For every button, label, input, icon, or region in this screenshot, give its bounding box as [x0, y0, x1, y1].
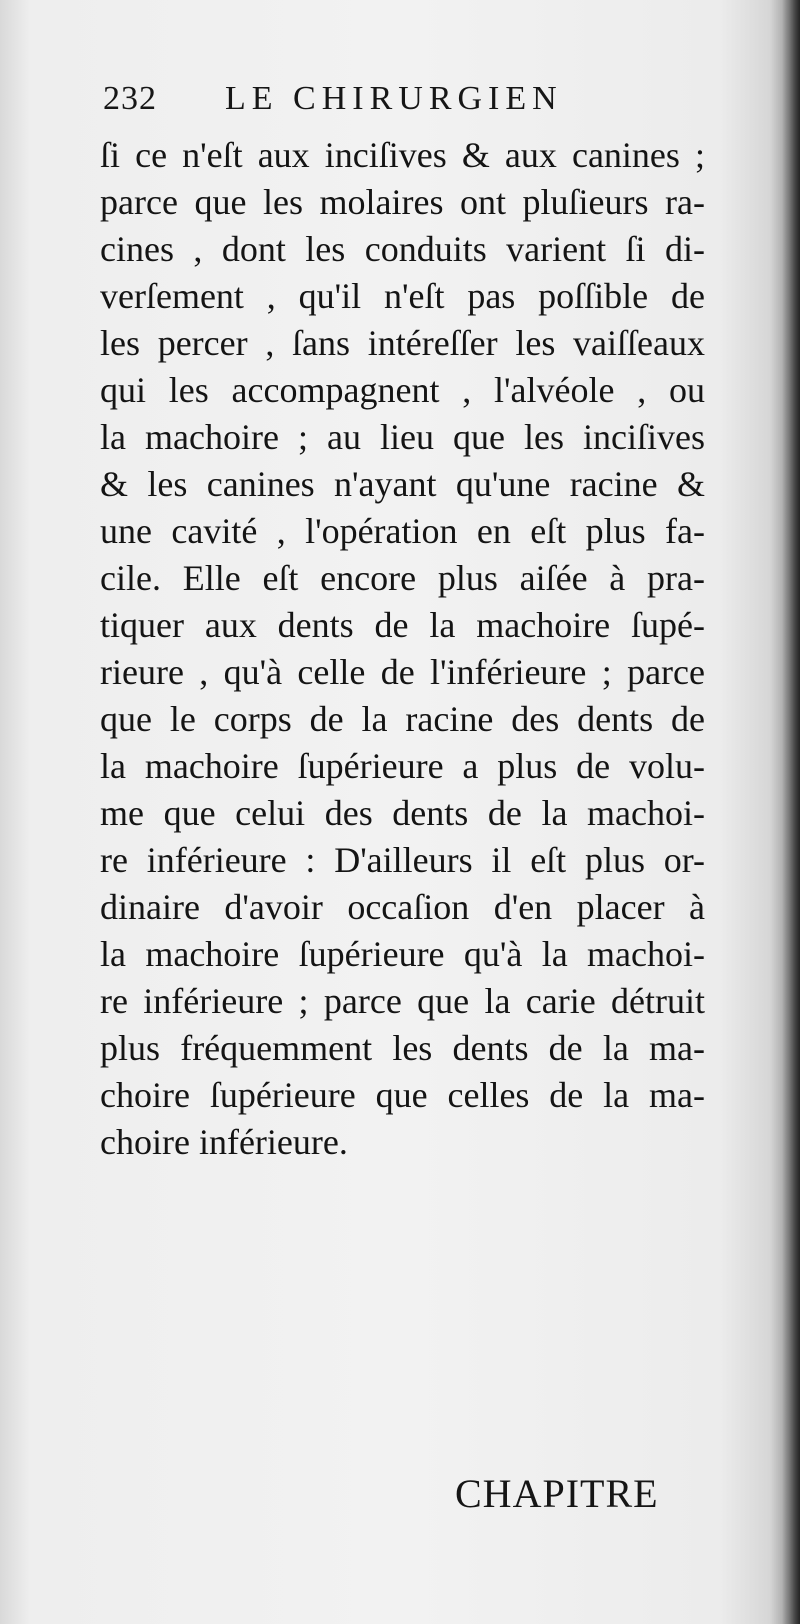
page-header: [103, 80, 703, 130]
text-line: verſement , qu'il n'eſt pas poſſible de: [100, 276, 705, 316]
running-head: LE CHIRURGIEN: [225, 80, 563, 117]
text-line: ſi ce n'eſt aux inciſives & aux canines ;: [100, 135, 705, 175]
text-line: les percer , ſans intéreſſer les vaiſſeaux: [100, 323, 705, 363]
text-line: tiquer aux dents de la machoire ſupé-: [100, 605, 705, 645]
text-line: parce que les molaires ont pluſieurs ra-: [100, 182, 705, 222]
text-line: choire inférieure.: [100, 1122, 348, 1162]
text-line: la machoire ſupérieure qu'à la machoi-: [100, 934, 705, 974]
page-edge-shadow: [782, 0, 800, 1624]
text-line: dinaire d'avoir occaſion d'en placer à: [100, 887, 705, 927]
body-text: [100, 132, 705, 1166]
text-line: la machoire ſupérieure a plus de volu-: [100, 746, 705, 786]
text-line: qui les accompagnent , l'alvéole , ou: [100, 370, 705, 410]
text-line: que le corps de la racine des dents de: [100, 699, 705, 739]
text-line: la machoire ; au lieu que les inciſives: [100, 417, 705, 457]
text-line: & les canines n'ayant qu'une racine &: [100, 464, 705, 504]
text-line: rieure , qu'à celle de l'inférieure ; parce: [100, 652, 705, 692]
text-line: cines , dont les conduits varient ſi di-: [100, 229, 705, 269]
text-line: cile. Elle eſt encore plus aiſée à pra-: [100, 558, 705, 598]
page-number: 232: [103, 80, 157, 117]
text-line: plus fréquemment les dents de la ma-: [100, 1028, 705, 1068]
catchword: CHAPITRE: [455, 1471, 659, 1516]
text-line: choire ſupérieure que celles de la ma-: [100, 1075, 705, 1115]
text-line: re inférieure ; parce que la carie détruit: [100, 981, 705, 1021]
text-line: me que celui des dents de la machoi-: [100, 793, 705, 833]
text-line: re inférieure : D'ailleurs il eſt plus or-: [100, 840, 705, 880]
text-line: une cavité , l'opération en eſt plus fa-: [100, 511, 705, 551]
